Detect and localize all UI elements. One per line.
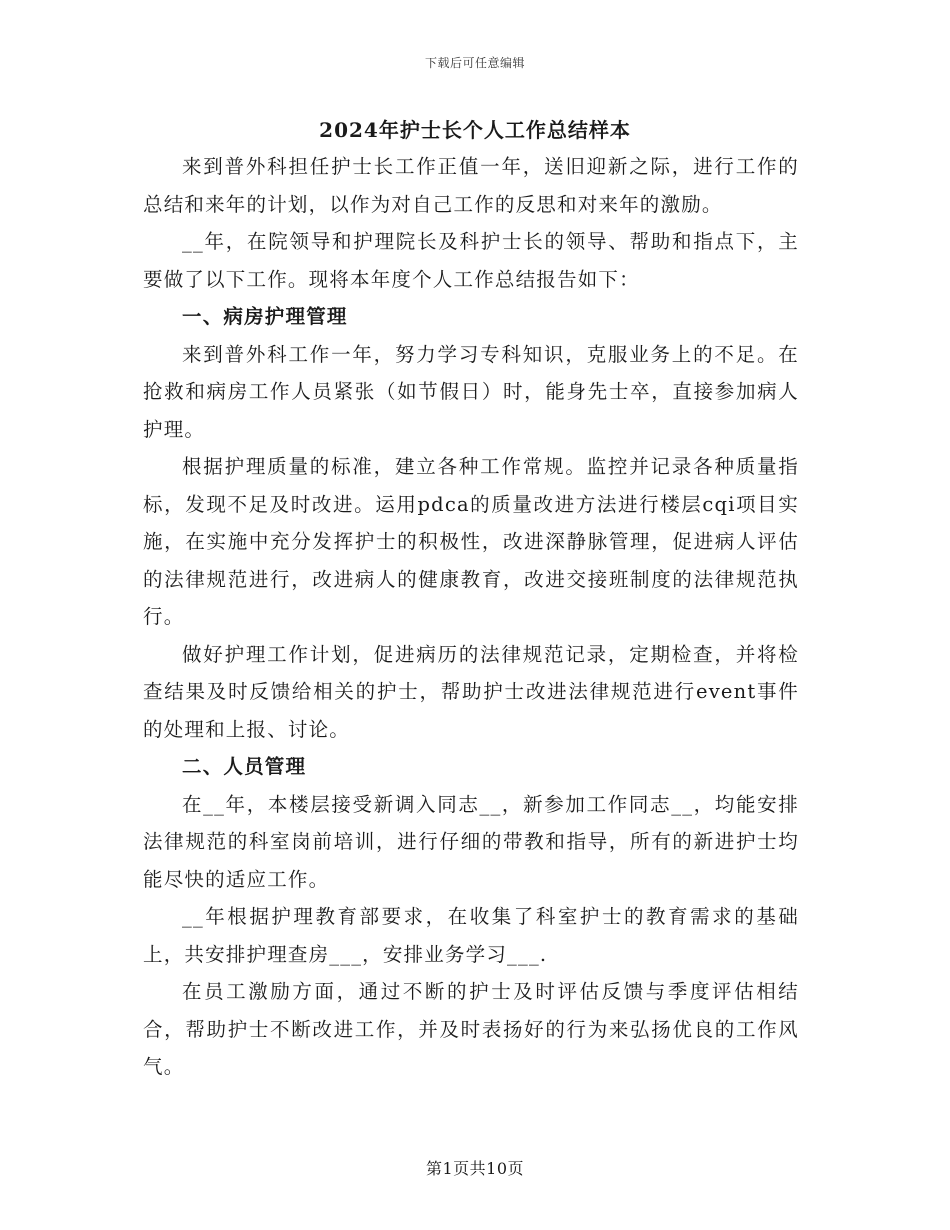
paragraph: 在__年，本楼层接受新调入同志__，新参加工作同志__，均能安排法律规范的科室岗前培训，进行仔细的带教和指导，所有的新进护士均能尽快的适应工作。	[143, 792, 799, 891]
paragraph: __年根据护理教育部要求，在收集了科室护士的教育需求的基础上，共安排护理查房___，安排业务学习___.	[143, 905, 799, 966]
document-title: 2024年护士长个人工作总结样本	[319, 118, 631, 142]
page-footer: 第1页共10页	[425, 1159, 525, 1178]
paragraph: 根据护理质量的标准，建立各种工作常规。监控并记录各种质量指标，发现不足及时改进。运用pdca的质量改进方法进行楼层cqi项目实施，在实施中充分发挥护士的积极性，改进深静脉管理，促进病人评估的法律规范进行，改进病人的健康教育，改进交接班制度的法律规范执行。	[143, 455, 799, 628]
header-note: 下载后可任意编辑	[424, 56, 525, 70]
paragraph: 来到普外科工作一年，努力学习专科知识，克服业务上的不足。在抢救和病房工作人员紧张（如节假日）时，能身先士卒，直接参加病人护理。	[143, 342, 799, 441]
paragraph: __年，在院领导和护理院长及科护士长的领导、帮助和指点下，主要做了以下工作。现将本年度个人工作总结报告如下：	[143, 230, 799, 291]
paragraph: 来到普外科担任护士长工作正值一年，送旧迎新之际，进行工作的总结和来年的计划，以作为对自己工作的反思和对来年的激励。	[143, 155, 799, 216]
section-heading: 一、病房护理管理	[182, 305, 348, 328]
paragraph: 在员工激励方面，通过不断的护士及时评估反馈与季度评估相结合，帮助护士不断改进工作，并及时表扬好的行为来弘扬优良的工作风气。	[143, 980, 799, 1078]
document-body	[143, 148, 799, 1086]
paragraph: 做好护理工作计划，促进病历的法律规范记录，定期检查，并将检查结果及时反馈给相关的护士，帮助护士改进法律规范进行event事件的处理和上报、讨论。	[143, 642, 799, 741]
section-heading: 二、人员管理	[182, 755, 307, 778]
